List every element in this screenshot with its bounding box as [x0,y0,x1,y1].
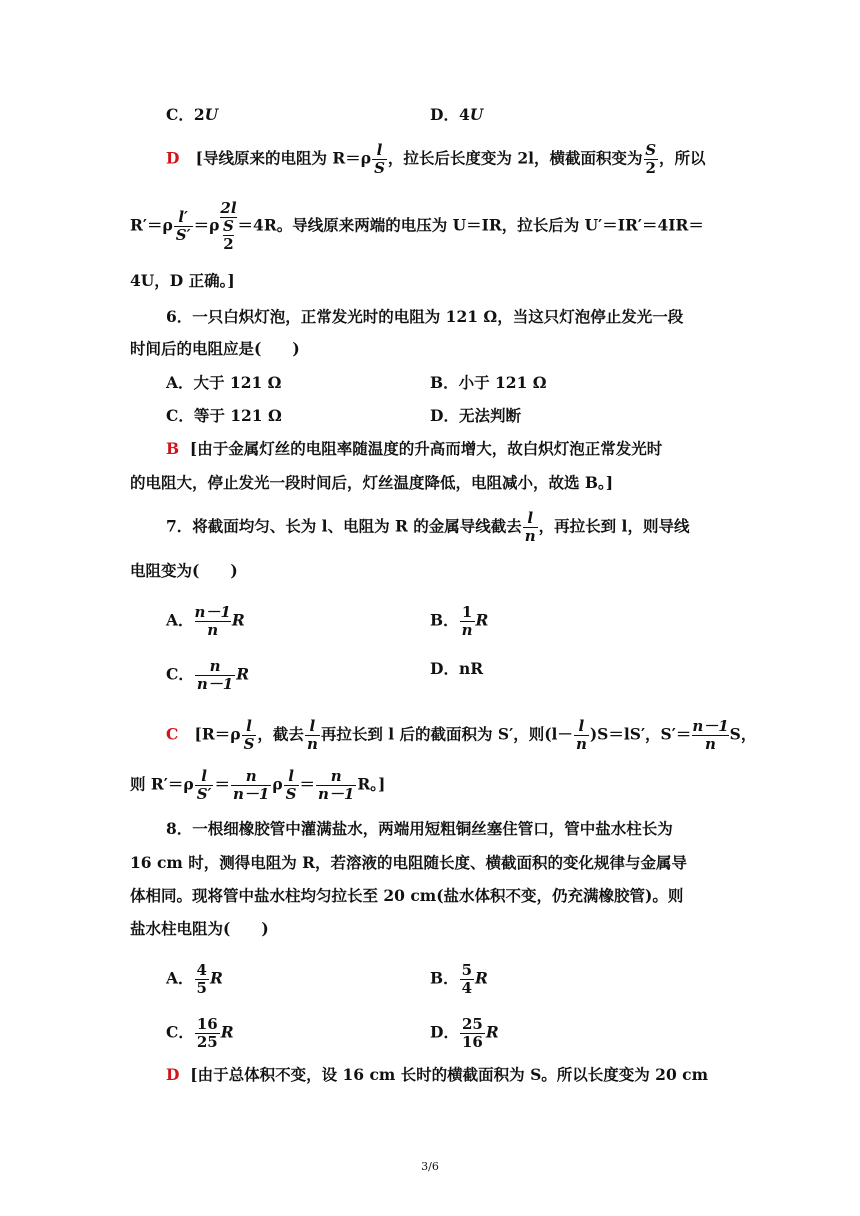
q7-explanation-line1: C [R＝ρ $\frac{l}{S}$ ，截去 $\frac{l}{n}$ 再拉长到 l 后的截面积为 S′，则(l－ $\frac{l}{n}$ )S＝lS′，S′＝ $\frac{n-1}{n}$ S， [166,717,757,753]
q6-option-b: B．小于 121 Ω [430,373,547,392]
q6-explanation-line1: B [由于金属灯丝的电阻率随温度的升高而增大，故白炽灯泡正常发光时 [166,439,663,458]
frac-lp-over-sp: $\frac{l'}{S'}$ [175,208,191,244]
q8-answer: D [166,1065,180,1084]
page-number: 3/6 [421,1160,439,1173]
q7-stem-line1: 7．将截面均匀、长为 l、电阻为 R 的金属导线截去 $\frac{l}{n}$ ，再拉长到 l，则导线 [166,509,690,545]
q6-stem-line2: 时间后的电阻应是( ) [130,339,300,358]
q5-option-d: D．4U [430,105,484,124]
q7-option-b: B． $\frac{1}{n}$ R [430,603,489,639]
q8-option-c: C． $\frac{16}{25}$ R [166,1015,234,1051]
q5-explanation-line2: R′＝ρ $\frac{l'}{S'}$ ＝ρ $\frac{2l}{\frac{S}{2}}$ ＝4R。导线原来两端的电压为 U＝IR，拉长后为 U′＝IR′＝4IR＝ [130,199,704,253]
q7-answer: C [166,724,179,744]
q7-option-d: D．nR [430,659,484,678]
q7-stem-line2: 电阻变为( ) [130,561,238,580]
q8-explanation-line1: D [由于总体积不变，设 16 cm 长时的横截面积为 S。所以长度变为 20 cm [166,1065,708,1084]
q5-answer: D [166,148,180,168]
q6-stem-line1: 6．一只白炽灯泡，正常发光时的电阻为 121 Ω，当这只灯泡停止发光一段 [166,307,684,326]
q8-stem-line4: 盐水柱电阻为( ) [130,919,269,938]
q7-option-a: A． $\frac{n-1}{n}$ R [166,603,245,639]
q6-option-a: A．大于 121 Ω [166,373,282,392]
q7-explanation-line2: 则 R′＝ρ $\frac{l}{S'}$ ＝ $\frac{n}{n-1}$ ρ $\frac{l}{S}$ ＝ $\frac{n}{n-1}$ R。] [130,767,386,803]
q6-explanation-line2: 的电阻大，停止发光一段时间后，灯丝温度降低，电阻减小，故选 B。] [130,473,614,492]
q8-stem-line2: 16 cm 时，测得电阻为 R，若溶液的电阻随长度、横截面积的变化规律与金属导 [130,853,687,872]
q8-stem-line3: 体相同。现将管中盐水柱均匀拉长至 20 cm(盐水体积不变，仍充满橡胶管)。则 [130,886,684,905]
frac-2l-over-s2: $\frac{2l}{\frac{S}{2}}$ [220,199,237,253]
q8-option-a: A． $\frac{4}{5}$ R [166,961,223,997]
q6-answer: B [166,439,180,458]
q8-option-b: B． $\frac{5}{4}$ R [430,961,488,997]
frac-s-over-2: $\frac{S}{2}$ [645,141,657,177]
q6-option-c: C．等于 121 Ω [166,406,282,425]
q6-option-d: D．无法判断 [430,406,521,425]
q8-option-d: D． $\frac{25}{16}$ R [430,1015,499,1051]
q8-stem-line1: 8．一根细橡胶管中灌满盐水，两端用短粗铜丝塞住管口，管中盐水柱长为 [166,819,673,838]
q7-option-c: C． $\frac{n}{n-1}$ R [166,657,250,693]
q5-option-c: C．2U [166,105,219,124]
q5-explanation-line3: 4U，D 正确。] [130,271,235,290]
frac-l-over-s: $\frac{l}{S}$ [374,141,385,177]
frac-l-over-n: $\frac{l}{n}$ [524,509,536,545]
q5-explanation-line1: D [导线原来的电阻为 R＝ρ $\frac{l}{S}$ ，拉长后长度变为 2l，横截面积变为 $\frac{S}{2}$ ，所以 [166,141,706,177]
